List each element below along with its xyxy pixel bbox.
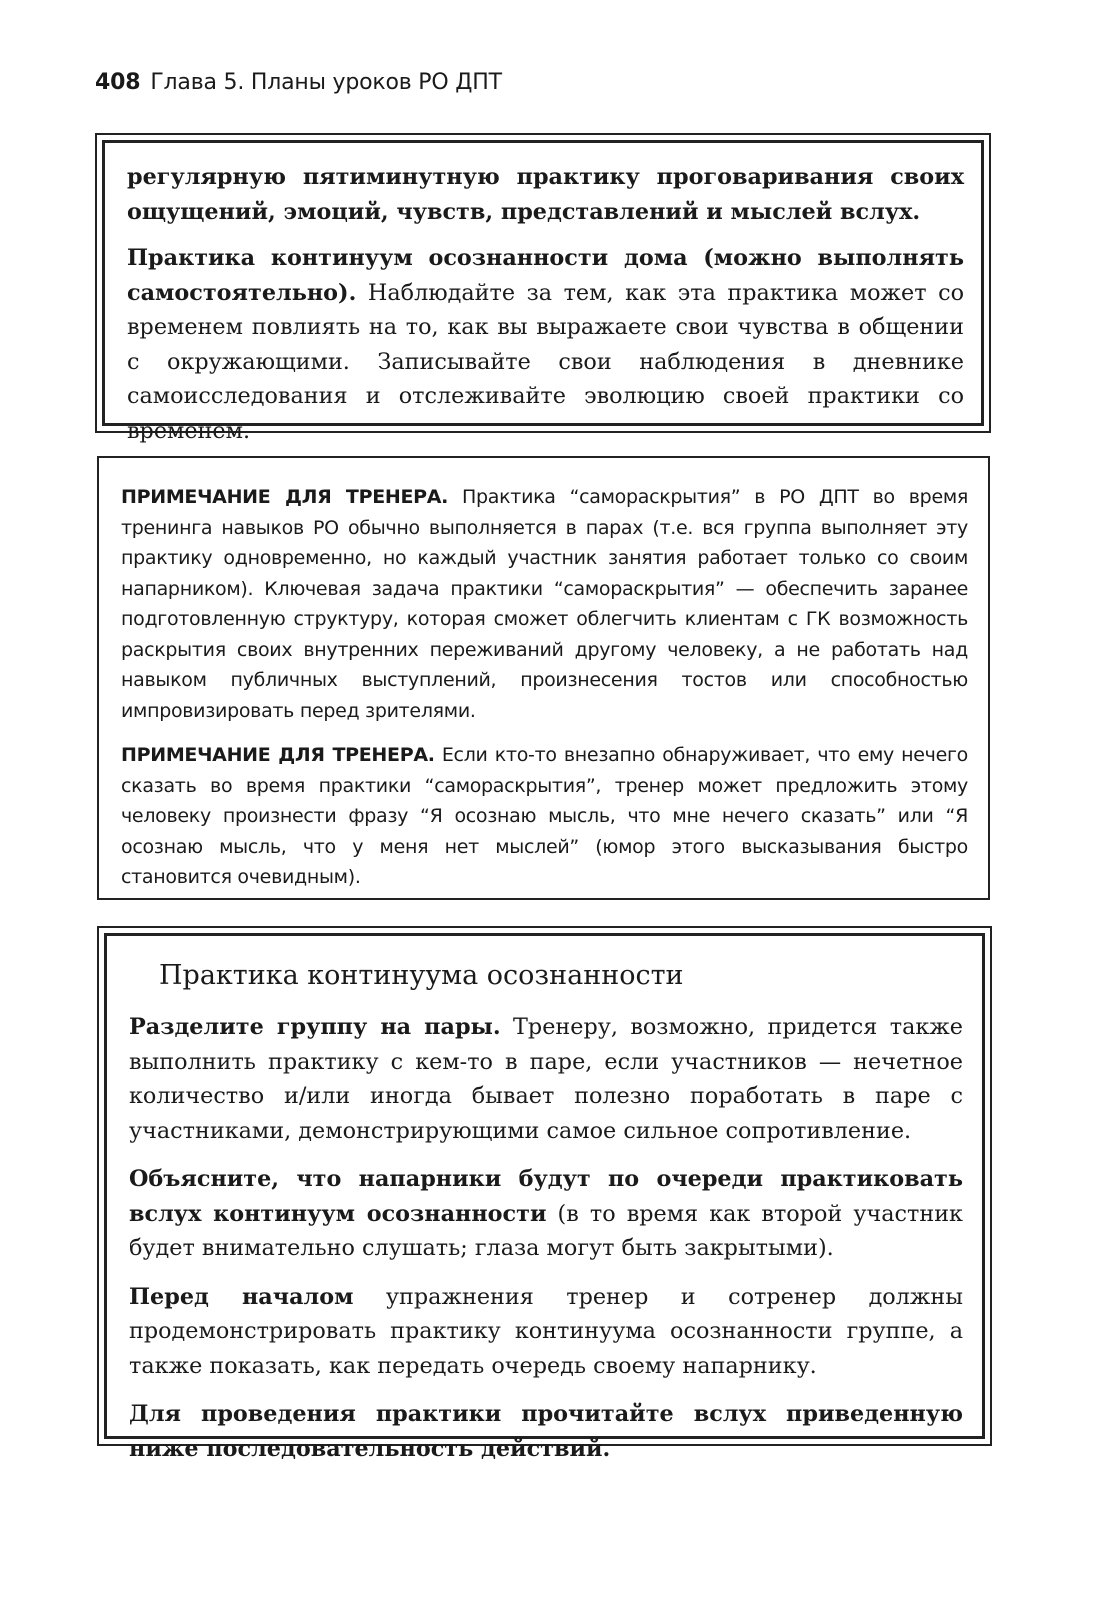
body-text: Наблюдайте за тем, как эта практика может со временем повлиять на то, как вы выражаете свои чувства в общении с окружающими. Записывайте свои наблюдения в дневнике самоисследования и отслеживайте эволюцию своей практики со временем. <box>127 279 964 444</box>
paragraph <box>127 160 964 229</box>
box-content <box>127 160 964 448</box>
page-number: 408 <box>95 70 141 95</box>
body-text: упражнения тренер и сотренер должны продемонстрировать практику континуума осознанности группе, а также показать, как передать очередь своему напарнику. <box>129 1283 964 1379</box>
note-label: ПРИМЕЧАНИЕ ДЛЯ ТРЕНЕРА. <box>121 744 435 766</box>
body-text: (в то время как второй участник будет внимательно слушать; глаза могут быть закрытыми). <box>129 1200 963 1261</box>
paragraph <box>129 1397 963 1466</box>
bold-text: Практика континуум осознанности дома (можно выполнять самостоятельно). <box>127 245 964 306</box>
bold-text: Объясните, что напарники будут по очереди практиковать вслух континуум осознанности <box>129 1166 963 1227</box>
bold-text: Разделите группу на пары. <box>129 1014 501 1040</box>
running-head <box>95 70 502 95</box>
practice-box <box>97 926 992 1462</box>
note-text: Если кто-то внезапно обнаруживает, что ему нечего сказать во время практики “самораскрытия”, тренер может предложить этому человеку произнести фразу “Я осознаю мысль, что мне нечего сказать” или “Я осознаю мысль, что у меня нет мыслей” (юмор этого высказывания быстро становится очевидным). <box>121 744 968 888</box>
paragraph <box>129 1280 963 1384</box>
body-text: Тренеру, возможно, придется также выполнить практику с кем-то в паре, если участников — нечетное количество и/или иногда бывает полезно поработать в паре с участниками, демонстрирующими самое сильное сопротивление. <box>129 1014 963 1144</box>
box-content <box>121 482 968 893</box>
practice-title: Практика континуума осознанности <box>159 960 684 991</box>
bold-text: регулярную пятиминутную практику проговаривания своих ощущений, эмоций, чувств, представлений и мыслей вслух. <box>127 164 964 225</box>
bold-text: Для проведения практики прочитайте вслух приведенную ниже последовательность действий. <box>129 1401 963 1462</box>
trainer-note <box>121 482 968 726</box>
instruction-box-top <box>95 133 991 444</box>
bold-text: Перед началом <box>129 1283 354 1310</box>
box-content <box>129 1010 963 1466</box>
note-text: Практика “самораскрытия” в РО ДПТ во время тренинга навыков РО обычно выполняется в парах (т.е. вся группа выполняет эту практику одновременно, но каждый участник занятия работает только со своим напарником). Ключевая задача практики “самораскрытия” — обеспечить заранее подготовленную структуру, которая сможет облегчить клиентам с ГК возможность раскрытия своих внутренних переживаний другому человеку, а не работать над навыком публичных выступлений, произнесения тостов или способностью импровизировать перед зрителями. <box>121 486 968 722</box>
trainer-notes-box <box>97 456 990 900</box>
paragraph <box>127 241 964 448</box>
trainer-note <box>121 740 968 893</box>
note-label: ПРИМЕЧАНИЕ ДЛЯ ТРЕНЕРА. <box>121 486 449 508</box>
paragraph <box>129 1010 963 1148</box>
chapter-title: Глава 5. Планы уроков РО ДПТ <box>150 70 502 95</box>
paragraph <box>129 1162 963 1266</box>
